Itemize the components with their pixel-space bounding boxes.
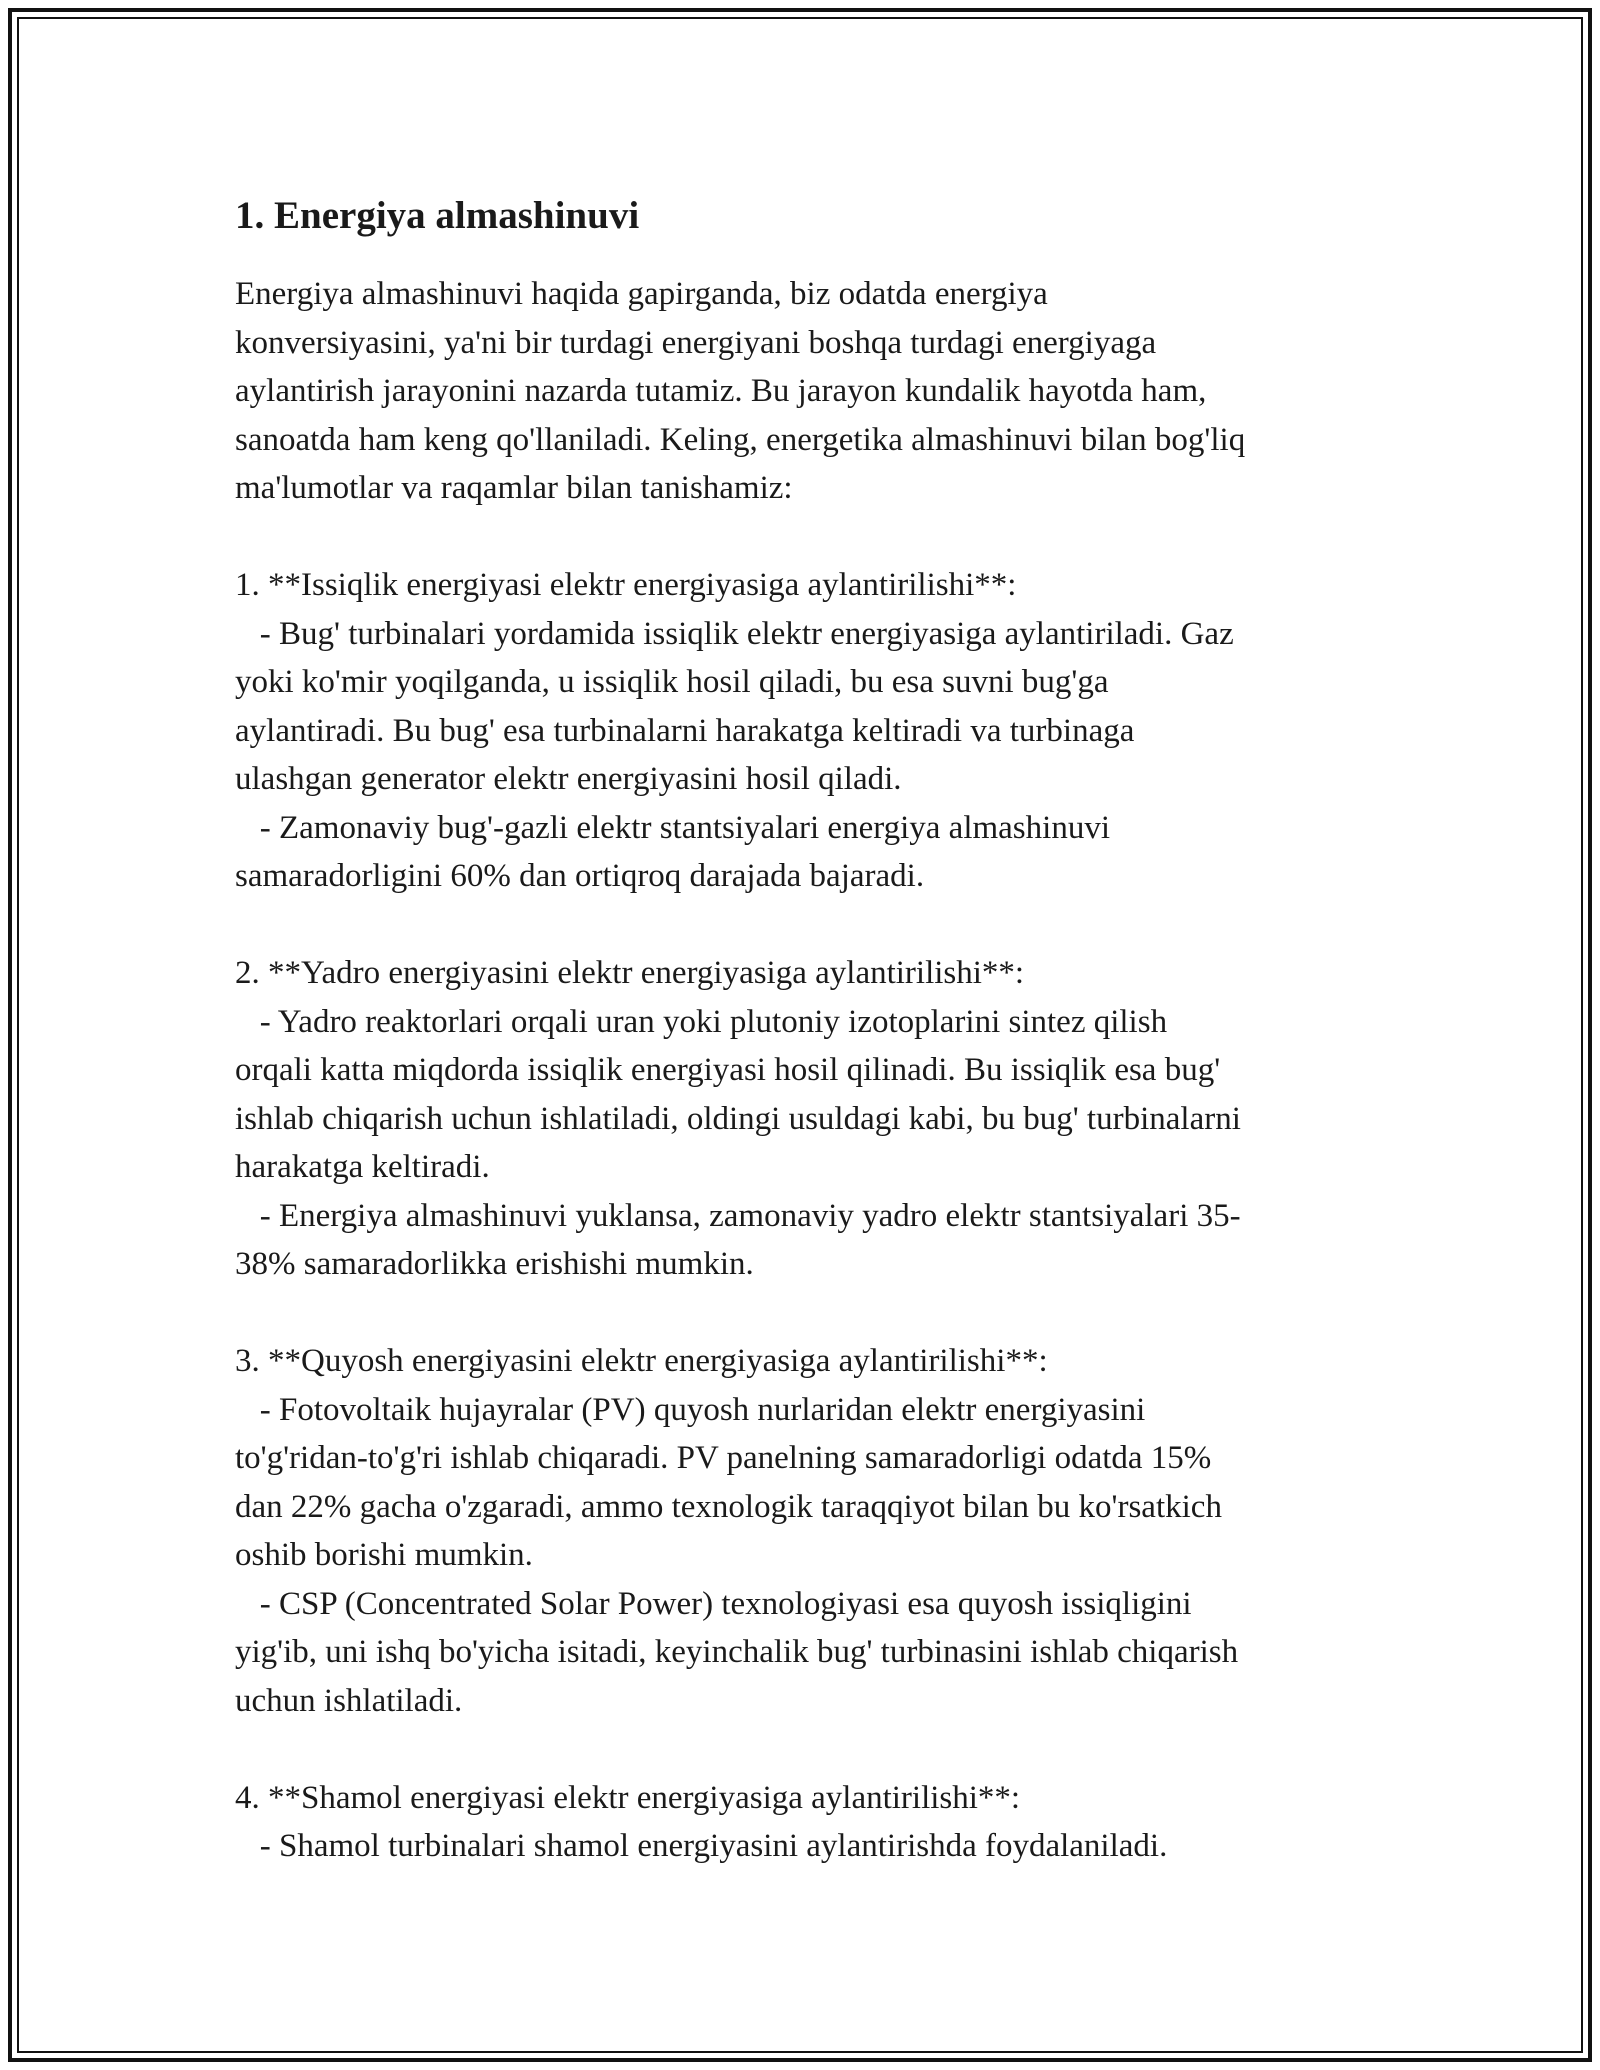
document-body-text: Energiya almashinuvi haqida gapirganda, biz odatda energiya konversiyasini, ya'ni bir turdagi energiyani boshqa turdagi energiyaga aylantirish jarayonini nazarda tutamiz. Bu jarayon kundalik hayotda ham, sanoatda ham keng qo'llaniladi. Keling, energetika almashinuvi bilan bog'liq ma'lumotlar va raqamlar bilan tanishamiz: 1. **Issiqlik energiyasi elektr energiyasiga aylantirilishi**: - Bug' turbinalari yordamida issiqlik elektr energiyasiga aylantiriladi. Gaz yoki ko'mir yoqilganda, u issiqlik hosil qiladi, bu esa suvni bug'ga aylantiradi. Bu bug' esa turbinalarni harakatga keltiradi va turbinaga ulashgan generator elektr energiyasini hosil qiladi. - Zamonaviy bug'-gazli elektr stantsiyalari energiya almashinuvi samaradorligini 60% dan ortiqroq darajada bajaradi. 2. **Yadro energiyasini elektr energiyasiga aylantirilishi**: - Yadro reaktorlari orqali uran yoki plutoniy izotoplarini sintez qilish orqali katta miqdorda issiqlik energiyasi hosil qilinadi. Bu issiqlik esa bug' ishlab chiqarish uchun ishlatiladi, oldingi usuldagi kabi, bu bug' turbinalarni harakatga keltiradi. - Energiya almashinuvi yuklansa, zamonaviy yadro elektr stantsiyalari 35- 38% samaradorlikka erishishi mumkin. 3. **Quyosh energiyasini elektr energiyasiga aylantirilishi**: - Fotovoltaik hujayralar (PV) quyosh nurlaridan elektr energiyasini to'g'ridan-to'g'ri ishlab chiqaradi. PV panelning samaradorligi odatda 15% dan 22% gacha o'zgaradi, ammo texnologik taraqqiyot bilan bu ko'rsatkich oshib borishi mumkin. - CSP (Concentrated Solar Power) texnologiyasi esa quyosh issiqligini yig'ib, uni ishq bo'yicha isitadi, keyinchalik bug' turbinasini ishlab chiqarish uchun ishlatiladi. 4. **Shamol energiyasi elektr energiyasiga aylantirilishi**: - Shamol turbinalari shamol energiyasini aylantirishda foydalaniladi. (235, 276, 1246, 1864)
document-title: 1. Energiya almashinuvi (235, 194, 640, 237)
document-content (235, 190, 1370, 1871)
